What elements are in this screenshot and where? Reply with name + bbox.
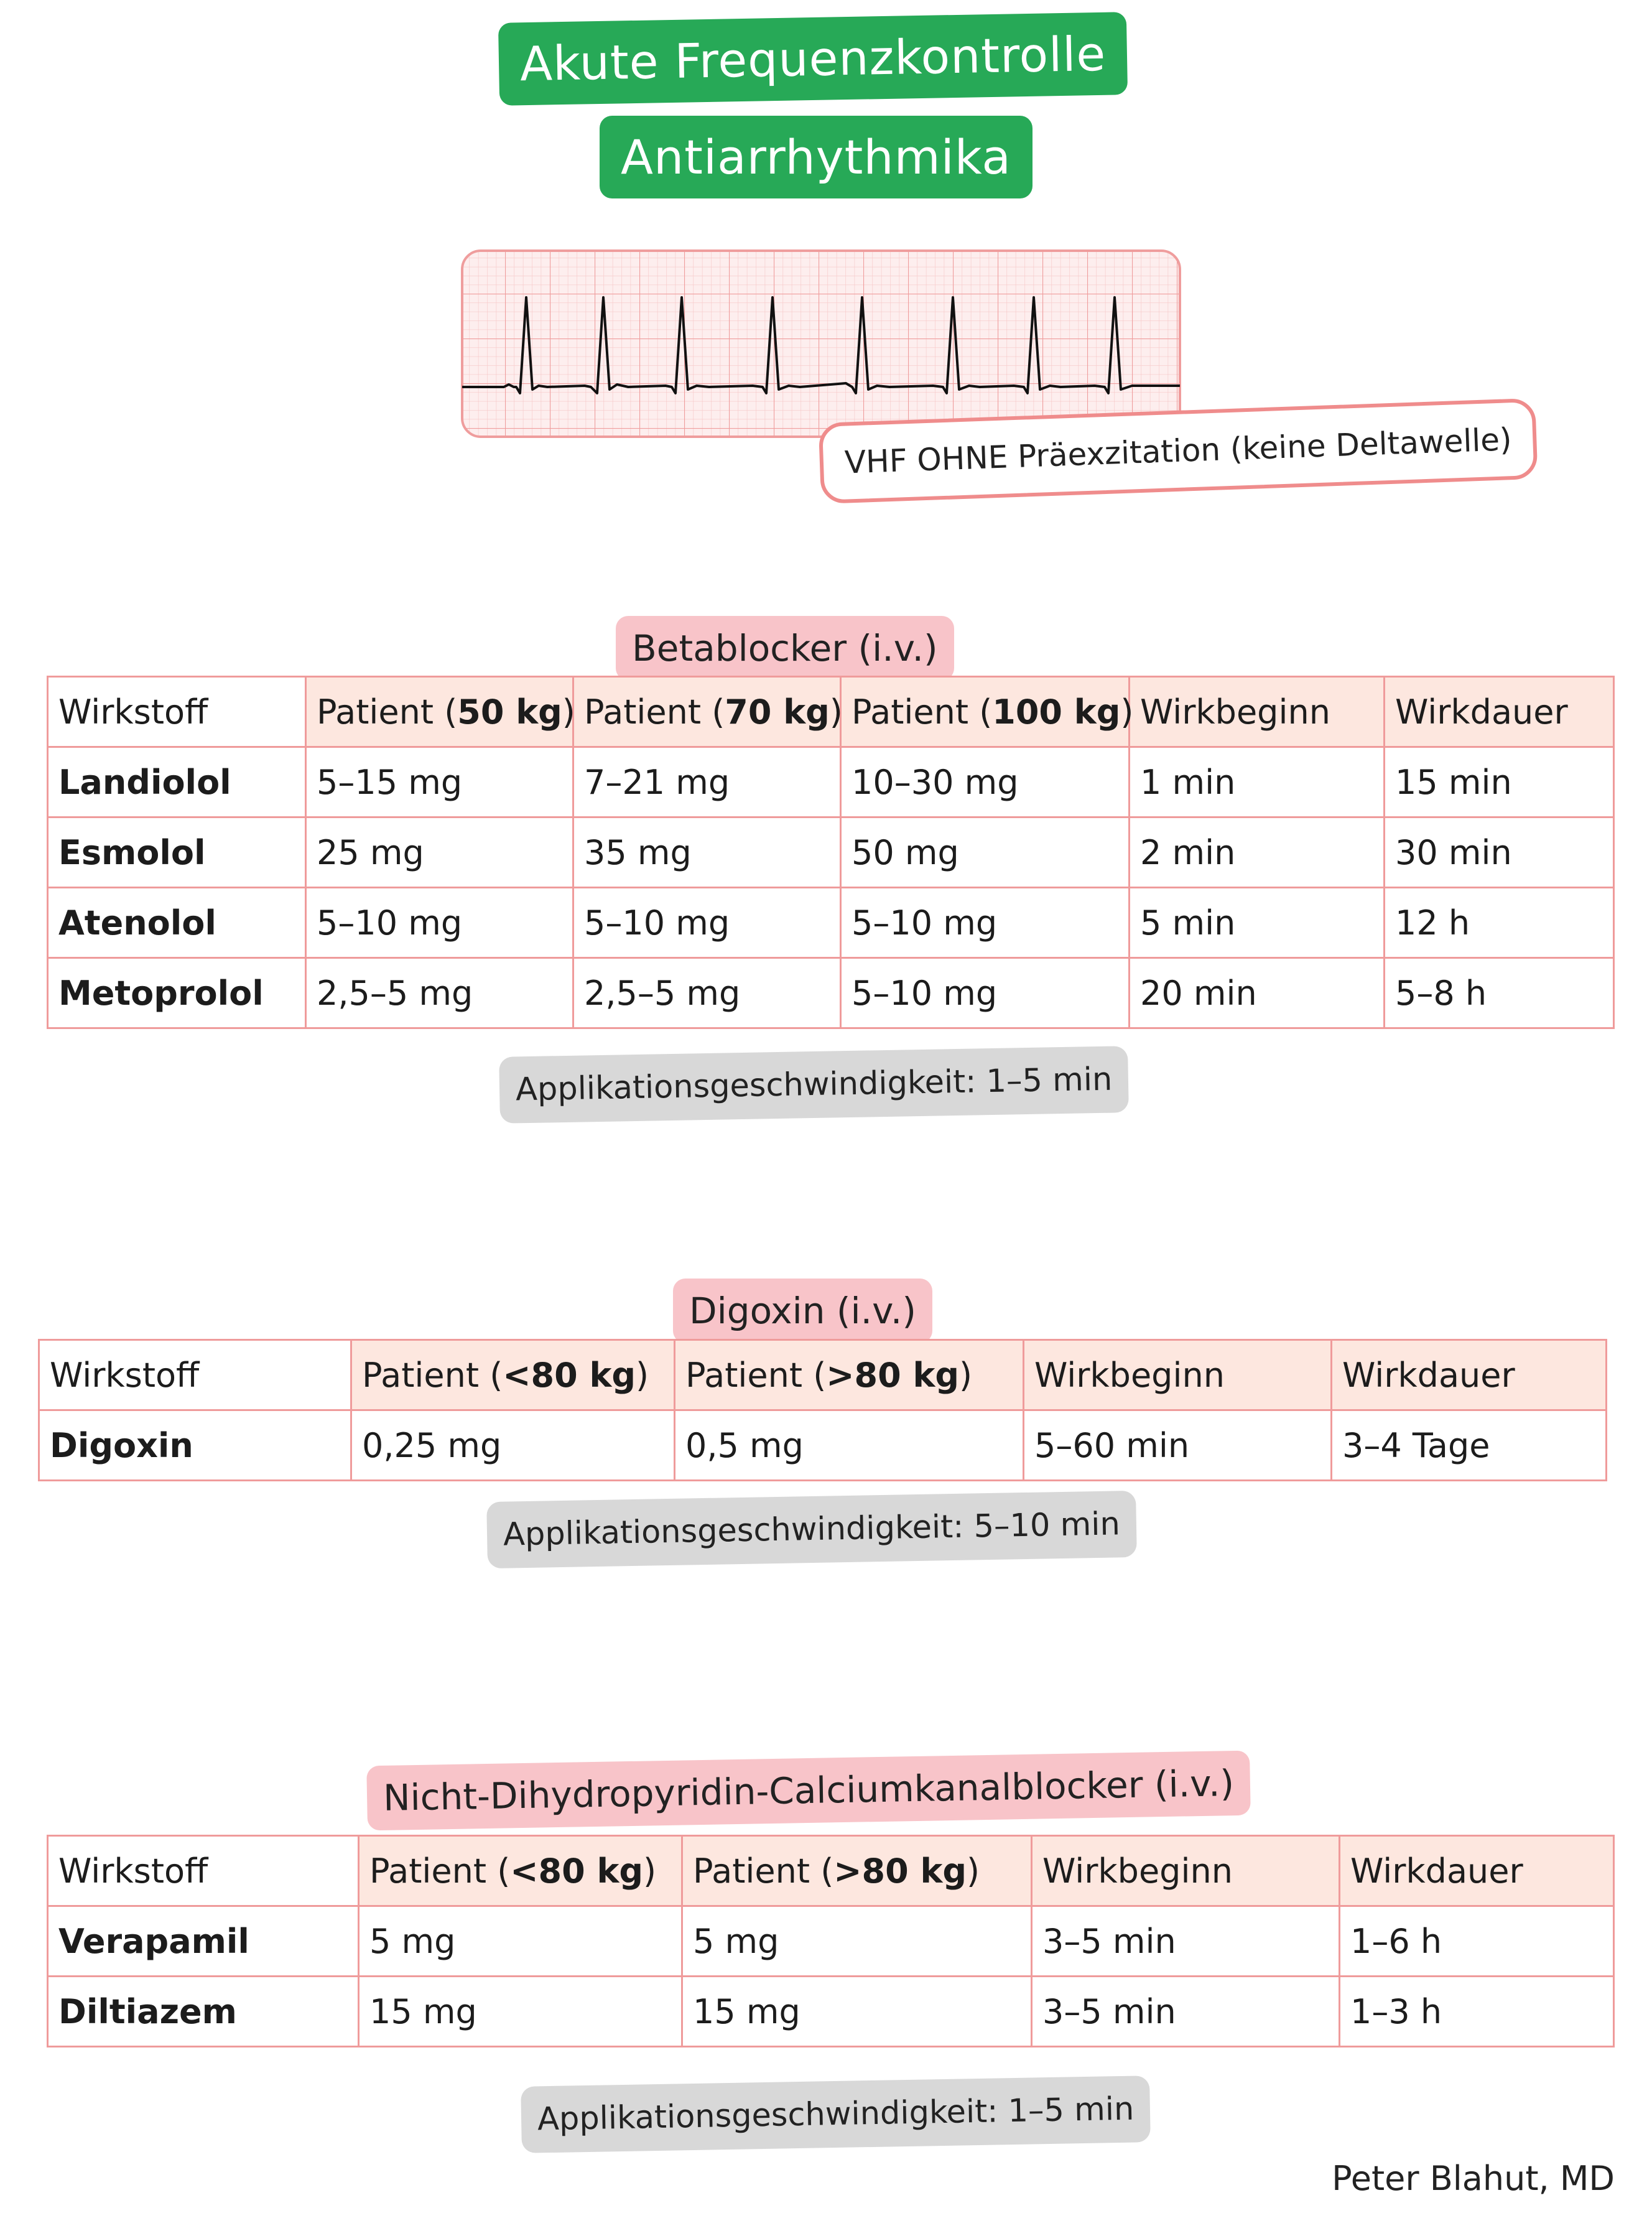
column-header: Patient (<80 kg) — [351, 1340, 675, 1410]
table-cell: 25 mg — [306, 818, 573, 888]
drug-name: Atenolol — [48, 888, 306, 958]
table-cell: 2,5–5 mg — [306, 958, 573, 1028]
betablocker-heading: Betablocker (i.v.) — [616, 616, 954, 681]
column-header: Patient (>80 kg) — [682, 1836, 1032, 1906]
table-cell: 5 mg — [682, 1906, 1032, 1977]
column-header: Patient (<80 kg) — [359, 1836, 682, 1906]
column-header: Wirkdauer — [1332, 1340, 1607, 1410]
betablocker-rate-note: Applikationsgeschwindigkeit: 1–5 min — [499, 1046, 1129, 1124]
author-credit: Peter Blahut, MD — [1332, 2159, 1615, 2198]
column-header: Wirkdauer — [1340, 1836, 1614, 1906]
column-header: Wirkbeginn — [1130, 677, 1385, 747]
column-header: Wirkbeginn — [1032, 1836, 1340, 1906]
digoxin-rate-note: Applikationsgeschwindigkeit: 5–10 min — [486, 1491, 1137, 1568]
table-cell: 12 h — [1385, 888, 1614, 958]
table-cell: 30 min — [1385, 818, 1614, 888]
table-cell: 5 min — [1130, 888, 1385, 958]
table-cell: 5–60 min — [1024, 1410, 1332, 1481]
drug-name: Landiolol — [48, 747, 306, 818]
table-cell: 0,25 mg — [351, 1410, 675, 1481]
table-row — [48, 1906, 1614, 1977]
digoxin-table — [38, 1339, 1607, 1481]
table-cell: 2,5–5 mg — [573, 958, 841, 1028]
ecg-note: VHF OHNE Präexzitation (keine Deltawelle) — [819, 398, 1538, 504]
column-header: Patient (100 kg) — [841, 677, 1130, 747]
table-cell: 1–3 h — [1340, 1977, 1614, 2047]
table-header-row — [48, 677, 1614, 747]
calcium-table — [47, 1835, 1615, 2047]
table-row — [39, 1410, 1607, 1481]
table-cell: 3–4 Tage — [1332, 1410, 1607, 1481]
title-line1: Akute Frequenzkontrolle — [498, 12, 1128, 106]
drug-name: Esmolol — [48, 818, 306, 888]
table-row — [48, 888, 1614, 958]
drug-name: Diltiazem — [48, 1977, 359, 2047]
table-header-row — [39, 1340, 1607, 1410]
column-header: Patient (50 kg) — [306, 677, 573, 747]
drug-name: Digoxin — [39, 1410, 351, 1481]
calcium-rate-note: Applikationsgeschwindigkeit: 1–5 min — [521, 2075, 1151, 2153]
column-header: Patient (>80 kg) — [675, 1340, 1024, 1410]
table-cell: 5–10 mg — [841, 888, 1130, 958]
table-row — [48, 818, 1614, 888]
table-cell: 7–21 mg — [573, 747, 841, 818]
drug-name: Verapamil — [48, 1906, 359, 1977]
column-header: Wirkbeginn — [1024, 1340, 1332, 1410]
table-cell: 35 mg — [573, 818, 841, 888]
table-cell: 10–30 mg — [841, 747, 1130, 818]
column-header: Wirkstoff — [39, 1340, 351, 1410]
ecg-strip-icon — [460, 249, 1182, 439]
table-cell: 0,5 mg — [675, 1410, 1024, 1481]
calcium-heading: Nicht-Dihydropyridin-Calciumkanalblocker (i.v.) — [366, 1751, 1251, 1831]
table-header-row — [48, 1836, 1614, 1906]
table-cell: 5–8 h — [1385, 958, 1614, 1028]
column-header: Wirkstoff — [48, 677, 306, 747]
table-cell: 2 min — [1130, 818, 1385, 888]
table-cell: 15 min — [1385, 747, 1614, 818]
table-cell: 50 mg — [841, 818, 1130, 888]
column-header: Wirkstoff — [48, 1836, 359, 1906]
table-cell: 5 mg — [359, 1906, 682, 1977]
table-cell: 3–5 min — [1032, 1977, 1340, 2047]
table-row — [48, 747, 1614, 818]
table-cell: 15 mg — [359, 1977, 682, 2047]
table-cell: 15 mg — [682, 1977, 1032, 2047]
digoxin-heading: Digoxin (i.v.) — [673, 1279, 932, 1343]
table-cell: 5–10 mg — [306, 888, 573, 958]
table-cell: 5–10 mg — [573, 888, 841, 958]
table-cell: 3–5 min — [1032, 1906, 1340, 1977]
title-line2: Antiarrhythmika — [600, 116, 1032, 198]
table-cell: 5–15 mg — [306, 747, 573, 818]
column-header: Patient (70 kg) — [573, 677, 841, 747]
table-row — [48, 1977, 1614, 2047]
table-cell: 1 min — [1130, 747, 1385, 818]
table-cell: 20 min — [1130, 958, 1385, 1028]
column-header: Wirkdauer — [1385, 677, 1614, 747]
table-cell: 1–6 h — [1340, 1906, 1614, 1977]
betablocker-table — [47, 676, 1615, 1029]
drug-name: Metoprolol — [48, 958, 306, 1028]
table-row — [48, 958, 1614, 1028]
table-cell: 5–10 mg — [841, 958, 1130, 1028]
